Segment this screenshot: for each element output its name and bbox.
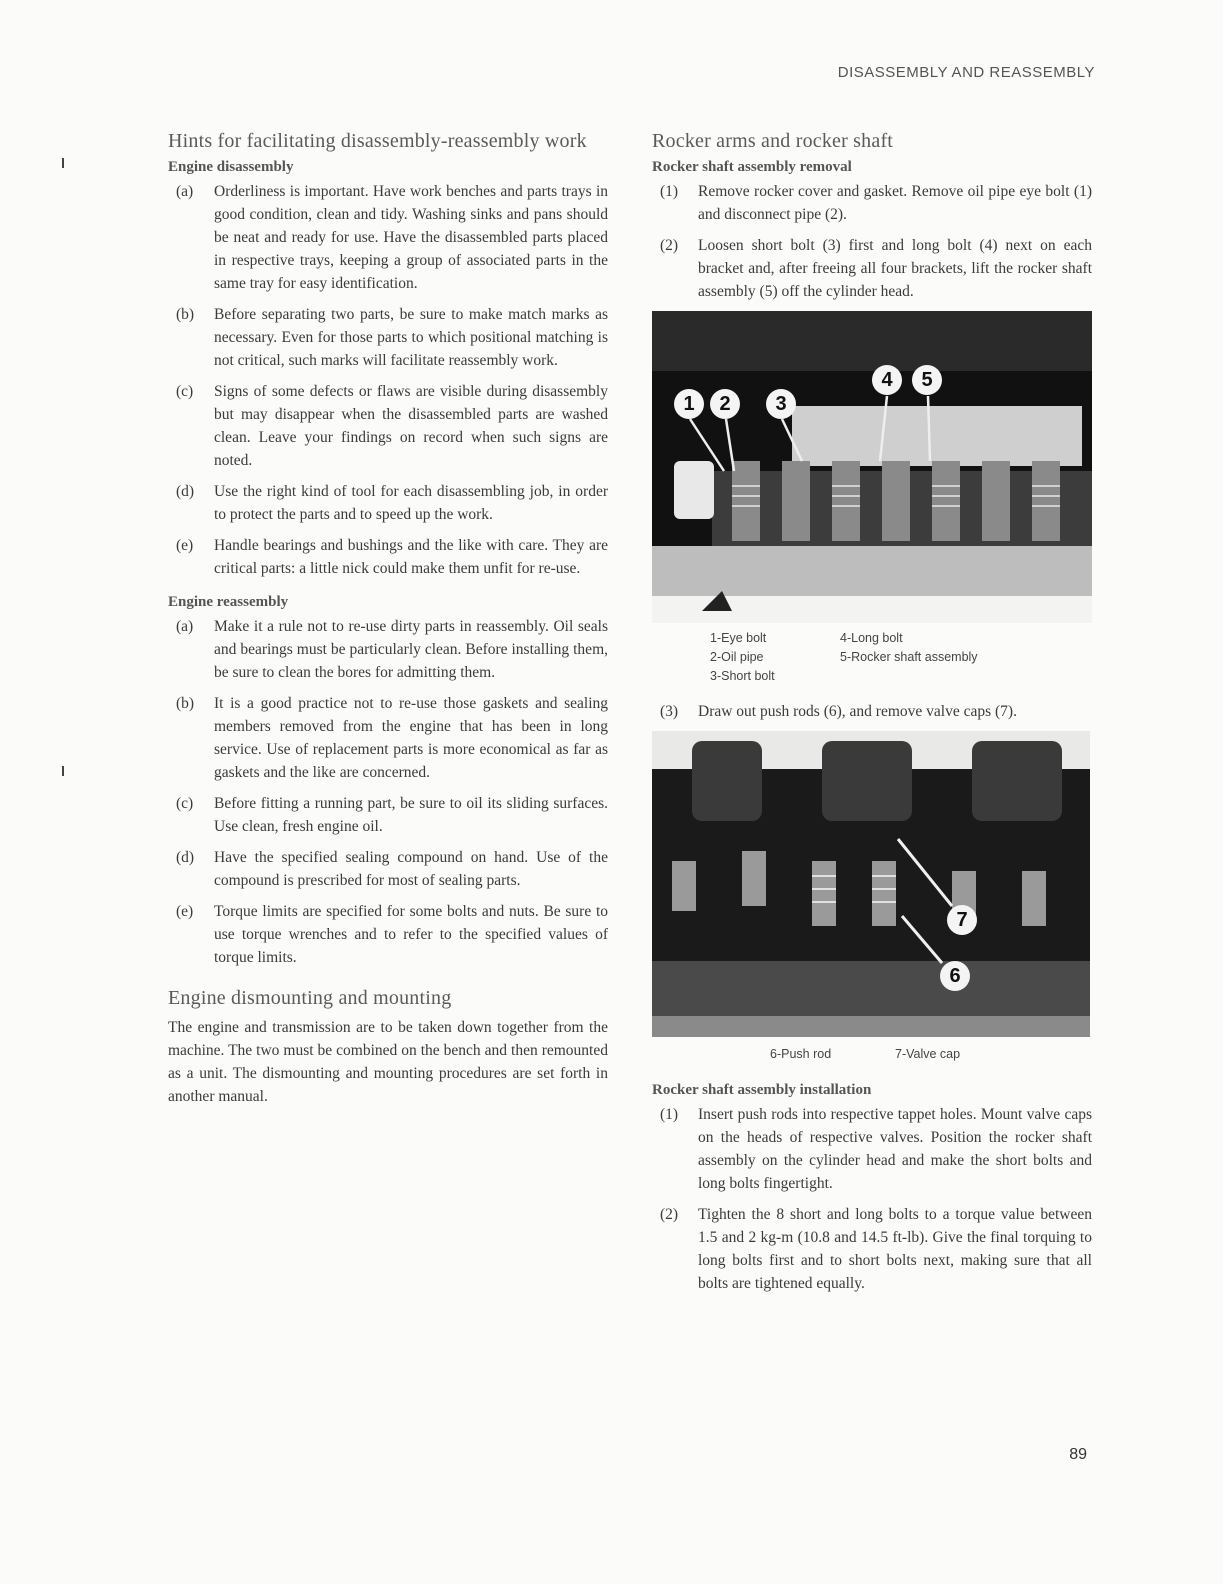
photo2-caption	[652, 1045, 1092, 1064]
push-rod-photo	[652, 731, 1090, 1037]
caption-rocker-shaft: 5-Rocker shaft assembly	[840, 650, 978, 664]
list-item	[652, 180, 1092, 226]
margin-mark	[62, 766, 64, 776]
list-item	[168, 792, 608, 838]
item-label: (1)	[660, 1106, 679, 1123]
installation-list	[652, 1103, 1092, 1295]
item-label: (1)	[660, 183, 679, 200]
list-item	[168, 380, 608, 472]
page-number: 89	[1069, 1446, 1087, 1463]
rocker-assembly-photo	[652, 311, 1092, 623]
caption-oil-pipe: 2-Oil pipe	[710, 650, 764, 664]
item-text: Use the right kind of tool for each disassembling job, in order to protect the parts and to speed up the work.	[214, 483, 608, 523]
list-item	[168, 534, 608, 580]
list-item	[652, 1203, 1092, 1295]
engine-disassembly-heading: Engine disassembly	[168, 159, 294, 175]
item-label: (e)	[176, 537, 194, 554]
item-label: (e)	[176, 903, 194, 920]
item-label: (c)	[176, 383, 194, 400]
callout-3: 3	[766, 389, 796, 419]
right-column	[652, 130, 1092, 1303]
photo1-caption	[652, 629, 1092, 686]
disassembly-list	[168, 180, 608, 580]
reassembly-list	[168, 615, 608, 969]
list-item	[652, 1103, 1092, 1195]
left-column	[168, 130, 608, 1108]
removal-heading: Rocker shaft assembly removal	[652, 159, 852, 175]
callout-7: 7	[947, 905, 977, 935]
caption-long-bolt: 4-Long bolt	[840, 631, 903, 645]
item-text: Orderliness is important. Have work benches and parts trays in good condition, clean and tidy. Washing sinks and pans should be neat and ready for use. Have the disassembled parts placed in respective trays, keeping a group of associated parts in the same tray for easy identification.	[214, 183, 608, 292]
item-label: (d)	[176, 483, 195, 500]
caption-col	[710, 629, 840, 686]
list-item	[168, 692, 608, 784]
item-text: Loosen short bolt (3) first and long bolt (4) next on each bracket and, after freeing all four brackets, lift the rocker shaft assembly (5) off the cylinder head.	[698, 237, 1092, 300]
caption-col	[840, 629, 978, 686]
valve-area-illustration	[652, 731, 1090, 1037]
callout-1: 1	[674, 389, 704, 419]
item-label: (b)	[176, 695, 195, 712]
callout-4: 4	[872, 365, 902, 395]
rocker-heading: Rocker arms and rocker shaft	[652, 130, 894, 152]
item-text: Make it a rule not to re-use dirty parts in reassembly. Oil seals and bearings must be particularly clean. Before installing them, be sure to clean the bores for admitting them.	[214, 618, 608, 681]
list-item	[168, 180, 608, 295]
list-item	[168, 615, 608, 684]
item-label: (c)	[176, 795, 194, 812]
item-label: (b)	[176, 306, 195, 323]
callout-6: 6	[940, 961, 970, 991]
installation-heading: Rocker shaft assembly installation	[652, 1082, 872, 1098]
item-text: Have the specified sealing compound on hand. Use of the compound is prescribed for most of sealing parts.	[214, 849, 608, 889]
margin-mark	[62, 158, 64, 168]
dismounting-heading: Engine dismounting and mounting	[168, 987, 452, 1009]
running-header: DISASSEMBLY AND REASSEMBLY	[837, 64, 1095, 81]
item-label: (2)	[660, 237, 679, 254]
item-text: Remove rocker cover and gasket. Remove oil pipe eye bolt (1) and disconnect pipe (2).	[698, 183, 1092, 223]
item-text: Before fitting a running part, be sure to oil its sliding surfaces. Use clean, fresh engine oil.	[214, 795, 608, 835]
list-item	[168, 303, 608, 372]
callout-2: 2	[710, 389, 740, 419]
item-text: It is a good practice not to re-use those gaskets and sealing members removed from the engine that has been in long service. Use of replacement parts is more economical as far as gaskets and the like are concerned.	[214, 695, 608, 781]
item-label: (a)	[176, 618, 194, 635]
list-item	[168, 900, 608, 969]
engine-reassembly-heading: Engine reassembly	[168, 594, 289, 610]
caption-eye-bolt: 1-Eye bolt	[710, 631, 767, 645]
item-text: Handle bearings and bushings and the like with care. They are critical parts: a little nick could make them unfit for re-use.	[214, 537, 608, 577]
item-text: Before separating two parts, be sure to make match marks as necessary. Even for those parts to which positional matching is not critical, such marks will facilitate reassembly work.	[214, 306, 608, 369]
list-item	[652, 700, 1092, 723]
callout-5: 5	[912, 365, 942, 395]
list-item	[168, 480, 608, 526]
caption-push-rod: 6-Push rod	[770, 1047, 832, 1061]
hints-heading: Hints for facilitating disassembly-reassembly work	[168, 130, 587, 152]
item-label: (3)	[660, 703, 679, 720]
list-item	[168, 846, 608, 892]
item-label: (a)	[176, 183, 194, 200]
engine-head-illustration	[652, 311, 1092, 623]
removal-list	[652, 180, 1092, 303]
caption-short-bolt: 3-Short bolt	[710, 669, 775, 683]
list-item	[652, 234, 1092, 303]
caption-valve-cap: 7-Valve cap	[895, 1047, 961, 1061]
item-text: Draw out push rods (6), and remove valve caps (7).	[698, 703, 1017, 720]
dismounting-text: The engine and transmission are to be taken down together from the machine. The two must be combined on the bench and then remounted as a unit. The dismounting and mounting procedures are set forth in another manual.	[168, 1019, 608, 1105]
item-text: Torque limits are specified for some bolts and nuts. Be sure to use torque wrenches and to refer to the specified values of torque limits.	[214, 903, 608, 966]
item-label: (2)	[660, 1206, 679, 1223]
item-label: (d)	[176, 849, 195, 866]
item-text: Insert push rods into respective tappet holes. Mount valve caps on the heads of respective valves. Position the rocker shaft assembly on the cylinder head and make the short bolts and long bolts fingertight.	[698, 1106, 1092, 1192]
item-text: Signs of some defects or flaws are visible during disassembly but may disappear when the disassembled parts are washed clean. Leave your findings on record when such signs are noted.	[214, 383, 608, 469]
item-text: Tighten the 8 short and long bolts to a torque value between 1.5 and 2 kg-m (10.8 and 14.5 ft-lb). Give the final torquing to long bolts first and to short bolts next, making sure that all bolts are tightened equally.	[698, 1206, 1092, 1292]
